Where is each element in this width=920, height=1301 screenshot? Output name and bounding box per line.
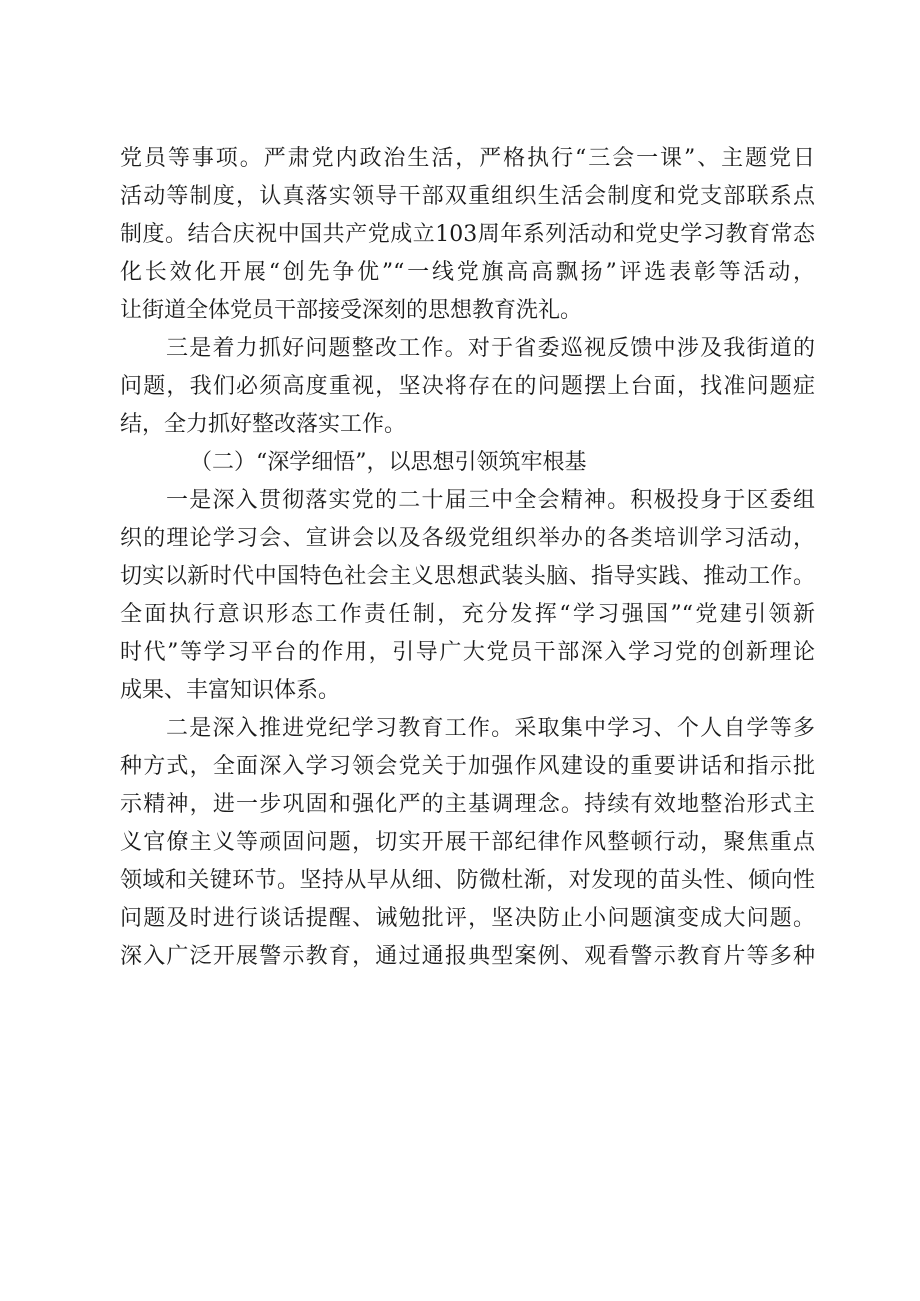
- paragraph-line: 问题及时进行谈话提醒、诫勉批评，坚决防止小问题演变成大问题。: [120, 906, 815, 931]
- paragraph-line: 制度。结合庆祝中国共产党成立103周年系列活动和党史学习教育常态: [120, 222, 815, 247]
- paragraph-line: 种方式，全面深入学习领会党关于加强作风建设的重要讲话和指示批: [120, 754, 815, 779]
- paragraph-line: 时代”等学习平台的作用，引导广大党员干部深入学习党的创新理论: [120, 640, 815, 665]
- paragraph-line: 党员等事项。严肃党内政治生活，严格执行“三会一课”、主题党日: [120, 146, 815, 171]
- paragraph-line: 活动等制度，认真落实领导干部双重组织生活会制度和党支部联系点: [120, 184, 815, 209]
- paragraph-line: 深入广泛开展警示教育，通过通报典型案例、观看警示教育片等多种: [120, 944, 815, 969]
- paragraph-line: 结，全力抓好整改落实工作。: [120, 412, 407, 437]
- paragraph-line: 二是深入推进党纪学习教育工作。采取集中学习、个人自学等多: [166, 716, 815, 741]
- paragraph-line: 一是深入贯彻落实党的二十届三中全会精神。积极投身于区委组: [166, 488, 815, 513]
- paragraph-line: 示精神，进一步巩固和强化严的主基调理念。持续有效地整治形式主: [120, 792, 815, 817]
- paragraph-line: 化长效化开展“创先争优”“一线党旗高高飘扬”评选表彰等活动，: [120, 260, 815, 285]
- section-heading: （二）“深学细悟”，以思想引领筑牢根基: [190, 450, 587, 475]
- paragraph-line: 问题，我们必须高度重视，坚决将存在的问题摆上台面，找准问题症: [120, 374, 815, 399]
- paragraph-line: 切实以新时代中国特色社会主义思想武装头脑、指导实践、推动工作。: [120, 564, 815, 589]
- paragraph-line: 全面执行意识形态工作责任制，充分发挥“学习强国”“党建引领新: [120, 602, 815, 627]
- paragraph-line: 义官僚主义等顽固问题，切实开展干部纪律作风整顿行动，聚焦重点: [120, 830, 815, 855]
- paragraph-line: 让街道全体党员干部接受深刻的思想教育洗礼。: [120, 298, 583, 323]
- document-body: [120, 140, 815, 976]
- paragraph-line: 三是着力抓好问题整改工作。对于省委巡视反馈中涉及我街道的: [166, 336, 815, 361]
- paragraph-line: 领域和关键环节。坚持从早从细、防微杜渐，对发现的苗头性、倾向性: [120, 868, 815, 893]
- paragraph-line: 成果、丰富知识体系。: [120, 678, 341, 703]
- paragraph-line: 织的理论学习会、宣讲会以及各级党组织举办的各类培训学习活动，: [120, 526, 815, 551]
